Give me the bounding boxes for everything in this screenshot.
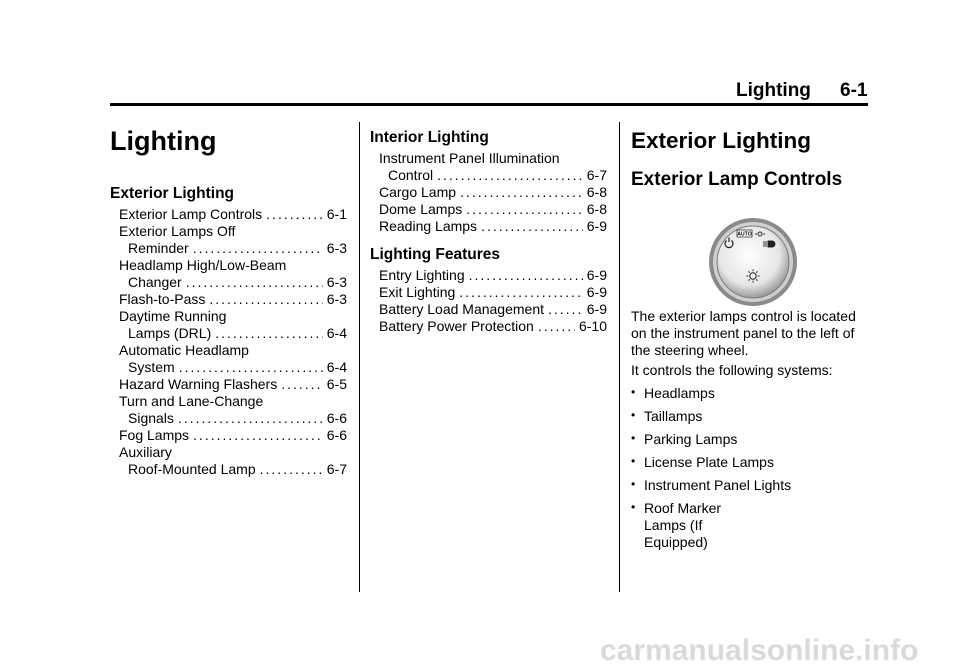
toc-entry[interactable] xyxy=(379,318,607,335)
toc-entry-text: Battery Load Management xyxy=(379,301,544,317)
toc-page-ref: 6-7 xyxy=(326,461,347,477)
toc-page-ref: 6-7 xyxy=(586,167,607,183)
paragraph-intro: The exterior lamps control is located on the instrument panel to the left of the steering wheel. xyxy=(631,308,856,358)
toc-entry[interactable] xyxy=(379,184,607,201)
toc-leader-dots xyxy=(193,427,323,444)
toc-entry[interactable] xyxy=(379,267,607,284)
toc-entry[interactable] xyxy=(119,376,347,393)
toc-entry[interactable] xyxy=(119,240,347,257)
toc-leader-dots xyxy=(193,240,323,257)
toc-entry[interactable] xyxy=(119,325,347,342)
toc-page-ref: 6-8 xyxy=(586,184,607,200)
toc-leader-dots xyxy=(466,201,583,218)
toc-leader-dots xyxy=(179,359,323,376)
toc-entry-text: System xyxy=(128,359,175,375)
bullet-dot-icon: • xyxy=(631,385,636,399)
toc-page-ref: 6-4 xyxy=(326,359,347,375)
column-divider-2 xyxy=(619,122,620,592)
toc-list-features xyxy=(370,267,607,335)
site-watermark xyxy=(600,630,945,670)
toc-entry[interactable] xyxy=(119,427,347,444)
toc-leader-dots xyxy=(281,376,323,393)
bullet-item xyxy=(631,408,791,425)
bullet-text: Parking Lamps xyxy=(644,431,738,447)
bullet-text: License Plate Lamps xyxy=(644,454,774,470)
headlamp-icon xyxy=(763,241,775,247)
toc-entry-text: Changer xyxy=(128,274,182,290)
toc-entry-text: Reminder xyxy=(128,240,189,256)
toc-entry[interactable] xyxy=(119,461,347,478)
bullet-dot-icon: • xyxy=(631,408,636,422)
toc-list-interior xyxy=(370,150,607,235)
toc-heading-lighting-features: Lighting Features xyxy=(370,246,501,263)
toc-entry-text: Battery Power Protection xyxy=(379,318,534,334)
toc-entry-text: Instrument Panel Illumination xyxy=(379,150,560,166)
toc-entry-text: Control xyxy=(388,167,434,183)
toc-entry[interactable] xyxy=(119,291,347,308)
toc-entry[interactable] xyxy=(379,201,607,218)
column-divider-1 xyxy=(359,122,360,592)
toc-entry[interactable] xyxy=(119,393,347,410)
auto-label: AUTO xyxy=(737,231,752,238)
bullet-dot-icon: • xyxy=(631,454,636,468)
toc-entry[interactable] xyxy=(119,444,347,461)
bullet-text: Roof Marker Lamps (If Equipped) xyxy=(644,500,722,550)
bullet-item xyxy=(631,454,791,471)
bullet-dot-icon: • xyxy=(631,477,636,491)
toc-leader-dots xyxy=(460,184,583,201)
toc-entry-text: Automatic Headlamp xyxy=(119,342,249,358)
toc-entry-text: Signals xyxy=(128,410,174,426)
svg-text:carmanualsonline.info: carmanualsonline.info xyxy=(600,634,919,667)
toc-entry-text: Turn and Lane-Change xyxy=(119,393,264,409)
toc-entry-text: Fog Lamps xyxy=(119,427,190,443)
toc-entry[interactable] xyxy=(119,342,347,359)
toc-leader-dots xyxy=(469,267,583,284)
toc-leader-dots xyxy=(209,291,322,308)
toc-entry-text: Entry Lighting xyxy=(379,267,465,283)
toc-leader-dots xyxy=(548,301,583,318)
toc-entry[interactable] xyxy=(379,301,607,318)
toc-page-ref: 6-4 xyxy=(326,325,347,341)
toc-entry[interactable] xyxy=(119,206,347,223)
toc-page-ref: 6-5 xyxy=(326,376,347,392)
page-number: 6-1 xyxy=(840,80,868,101)
toc-leader-dots xyxy=(215,325,323,342)
toc-page-ref: 6-1 xyxy=(326,206,347,222)
exterior-lamp-control-dial-image xyxy=(707,216,799,308)
toc-entry-text: Exit Lighting xyxy=(379,284,456,300)
bullet-item xyxy=(631,385,791,402)
section-title: Exterior Lighting xyxy=(631,128,811,153)
toc-entry-text: Roof-Mounted Lamp xyxy=(128,461,256,477)
running-header-section: Lighting xyxy=(736,80,811,101)
toc-entry[interactable] xyxy=(119,359,347,376)
toc-entry[interactable] xyxy=(119,274,347,291)
toc-leader-dots xyxy=(260,461,323,478)
toc-entry-text: Exterior Lamp Controls xyxy=(119,206,263,222)
toc-entry[interactable] xyxy=(379,218,607,235)
toc-entry[interactable] xyxy=(119,308,347,325)
toc-leader-dots xyxy=(459,284,582,301)
toc-page-ref: 6-9 xyxy=(586,284,607,300)
bullet-item xyxy=(631,477,791,494)
toc-entry-text: Dome Lamps xyxy=(379,201,463,217)
toc-entry-text: Flash-to-Pass xyxy=(119,291,206,307)
subsection-title: Exterior Lamp Controls xyxy=(631,169,843,190)
paragraph-controls: It controls the following systems: xyxy=(631,362,833,378)
toc-page-ref: 6-6 xyxy=(326,427,347,443)
toc-leader-dots xyxy=(538,318,575,335)
toc-leader-dots xyxy=(266,206,323,223)
toc-page-ref: 6-9 xyxy=(586,301,607,317)
bullet-dot-icon: • xyxy=(631,431,636,445)
toc-column-1 xyxy=(110,184,347,478)
toc-leader-dots xyxy=(481,218,583,235)
bullet-item xyxy=(631,431,791,448)
toc-page-ref: 6-8 xyxy=(586,201,607,217)
toc-heading-exterior-lighting: Exterior Lighting xyxy=(110,185,234,202)
bullet-text: Headlamps xyxy=(644,385,715,401)
bullet-item xyxy=(631,500,791,551)
systems-bullet-list xyxy=(631,385,791,557)
toc-entry-text: Cargo Lamp xyxy=(379,184,457,200)
header-rule xyxy=(110,103,868,106)
toc-entry[interactable] xyxy=(119,223,347,240)
toc-page-ref: 6-9 xyxy=(586,267,607,283)
toc-entry-text: Hazard Warning Flashers xyxy=(119,376,278,392)
dial-knob xyxy=(717,226,789,298)
toc-column-2 xyxy=(370,128,607,335)
toc-entry-text: Headlamp High/Low-Beam xyxy=(119,257,287,273)
toc-page-ref: 6-3 xyxy=(326,274,347,290)
toc-entry[interactable] xyxy=(119,257,347,274)
toc-leader-dots xyxy=(186,274,323,291)
toc-page-ref: 6-6 xyxy=(326,410,347,426)
toc-entry-text: Auxiliary xyxy=(119,444,172,460)
toc-page-ref: 6-3 xyxy=(326,291,347,307)
bullet-dot-icon: • xyxy=(631,500,636,514)
toc-entry-text: Reading Lamps xyxy=(379,218,478,234)
toc-page-ref: 6-9 xyxy=(586,218,607,234)
toc-entry-text: Exterior Lamps Off xyxy=(119,223,236,239)
bullet-text: Taillamps xyxy=(644,408,703,424)
bullet-text: Instrument Panel Lights xyxy=(644,477,792,493)
toc-entry[interactable] xyxy=(379,167,607,184)
toc-page-ref: 6-10 xyxy=(578,318,607,334)
toc-heading-interior-lighting: Interior Lighting xyxy=(370,129,489,146)
toc-entry-text: Lamps (DRL) xyxy=(128,325,212,341)
toc-entry-text: Daytime Running xyxy=(119,308,227,324)
chapter-title: Lighting xyxy=(110,126,217,156)
toc-entry[interactable] xyxy=(379,150,607,167)
toc-leader-dots xyxy=(437,167,583,184)
toc-entry[interactable] xyxy=(379,284,607,301)
toc-list-exterior xyxy=(110,206,347,478)
toc-page-ref: 6-3 xyxy=(326,240,347,256)
toc-entry[interactable] xyxy=(119,410,347,427)
toc-leader-dots xyxy=(178,410,323,427)
